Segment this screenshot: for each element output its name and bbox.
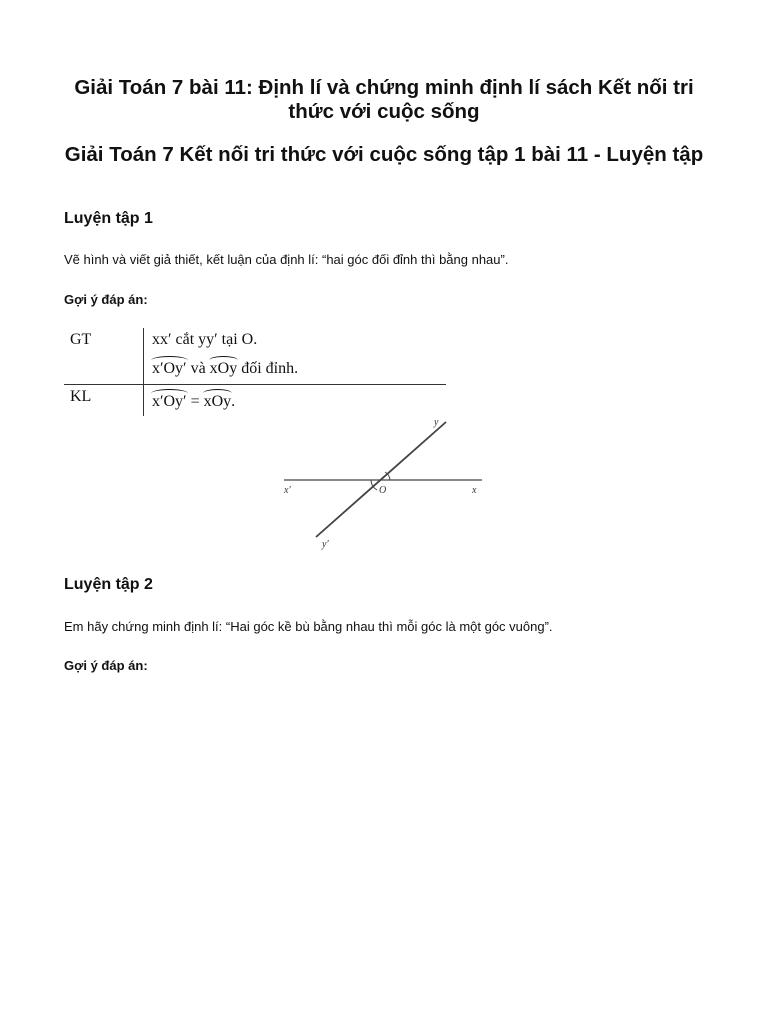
label-x-prime: x′ [284,485,291,496]
page-title: Giải Toán 7 bài 11: Định lí và chứng minh định lí sách Kết nối tri thức với cuộc sống [74,76,694,123]
kl-angle-xoy: xOy [203,393,232,410]
label-x: x [472,485,477,496]
kl-equals: = [186,393,204,410]
label-y: y [434,417,439,428]
kl-line [152,393,235,411]
kl-angle-x-prime-o-y-prime: x′Oy′ [152,393,187,410]
gt-line-1: xx′ cắt yy′ tại O. [152,331,258,348]
angle-xoy: xOy [209,360,238,377]
answer-label-1: Gợi ý đáp án: [64,292,148,307]
question-2: Em hãy chứng minh định lí: “Hai góc kề bù bằng nhau thì mỗi góc là một góc vuông”. [64,619,553,634]
gt-line-2-end: đối đỉnh. [237,360,299,377]
label-o: O [379,485,387,496]
section-heading-2: Luyện tập 2 [64,576,153,593]
vertical-angles-figure [276,412,486,552]
table-divider-horizontal [64,384,446,385]
gt-kl-table [64,325,446,417]
answer-label-2: Gợi ý đáp án: [64,658,148,673]
gt-line-2 [152,360,298,378]
kl-end: . [231,393,236,410]
gt-label: GT [70,331,92,348]
gt-line-2-connector: và [186,360,210,377]
kl-label: KL [70,388,92,405]
label-y-prime: y′ [322,539,329,550]
angle-x-prime-o-y-prime: x′Oy′ [152,360,187,377]
section-heading-1: Luyện tập 1 [64,210,153,227]
page-subtitle: Giải Toán 7 Kết nối tri thức với cuộc sống tập 1 bài 11 - Luyện tập [64,143,704,166]
question-1: Vẽ hình và viết giả thiết, kết luận của định lí: “hai góc đối đỉnh thì bằng nhau”. [64,252,509,267]
table-divider-vertical [143,328,144,416]
